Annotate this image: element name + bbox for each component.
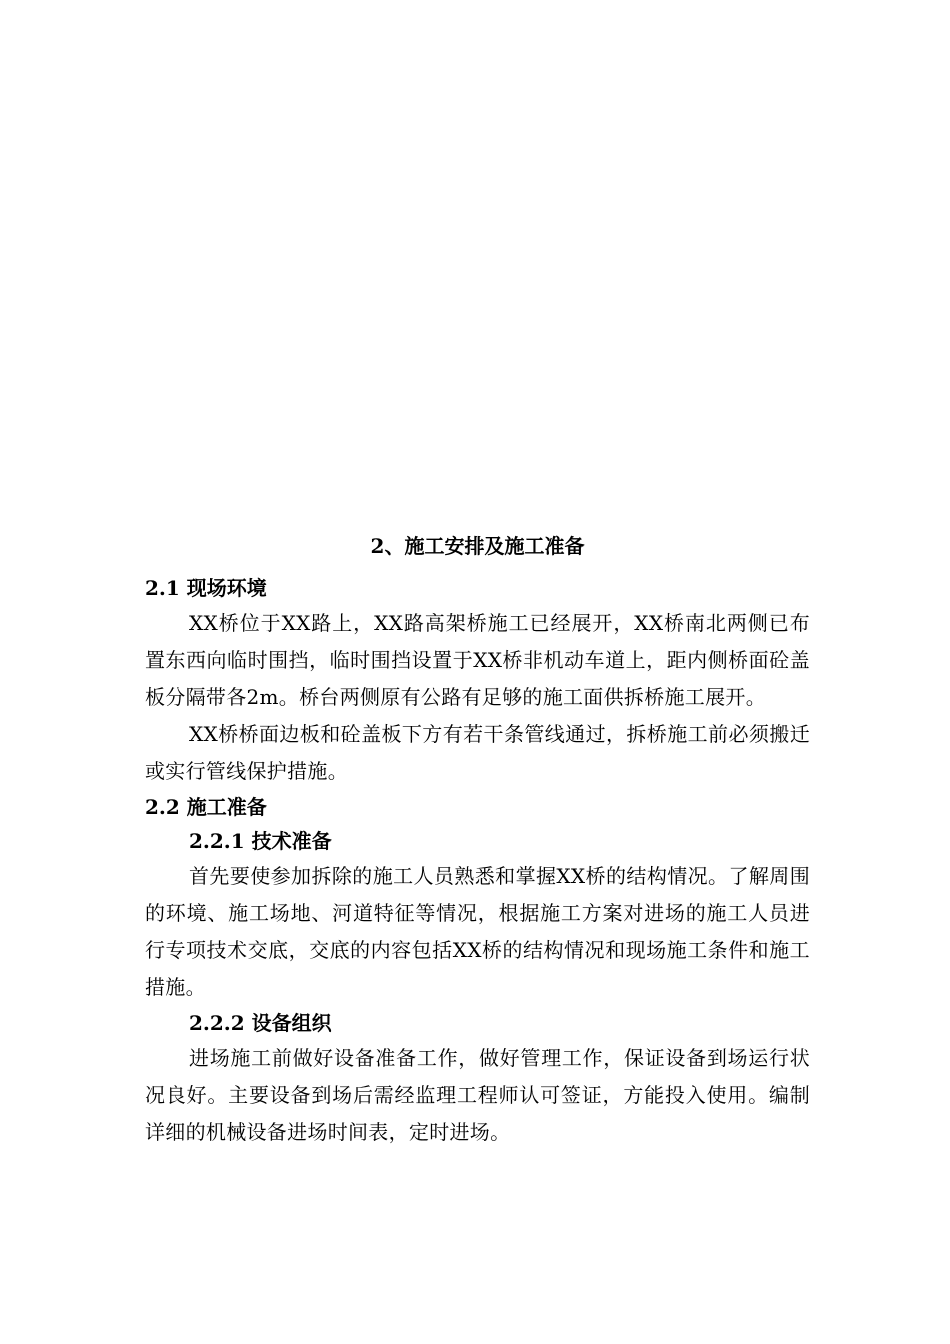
section-heading-2-1: 2.1 现场环境 [145, 576, 267, 600]
subsection-heading-2-2-2: 2.2.2 设备组织 [189, 1011, 332, 1035]
paragraph-pipelines: XX桥桥面边板和砼盖板下方有若干条管线通过，拆桥施工前必须搬迁或实行管线保护措施。 [145, 722, 810, 783]
subsection-heading-2-2-1: 2.2.1 技术准备 [189, 829, 332, 853]
chapter-title: 2、施工安排及施工准备 [370, 534, 585, 558]
document-body [145, 528, 810, 1151]
paragraph-equipment-organization: 进场施工前做好设备准备工作，做好管理工作，保证设备到场运行状况良好。主要设备到场后需经监理工程师认可签证，方能投入使用。编制详细的机械设备进场时间表，定时进场。 [145, 1046, 810, 1144]
paragraph-technical-preparation: 首先要使参加拆除的施工人员熟悉和掌握XX桥的结构情况。了解周围的环境、施工场地、河道特征等情况，根据施工方案对进场的施工人员进行专项技术交底，交底的内容包括XX桥的结构情况和现场施工条件和施工措施。 [145, 864, 810, 999]
paragraph-site-environment: XX桥位于XX路上，XX路高架桥施工已经展开，XX桥南北两侧已布置东西向临时围挡，临时围挡设置于XX桥非机动车道上，距内侧桥面砼盖板分隔带各2m。桥台两侧原有公路有足够的施工面供拆桥施工展开。 [145, 611, 810, 709]
section-heading-2-2: 2.2 施工准备 [145, 795, 267, 819]
